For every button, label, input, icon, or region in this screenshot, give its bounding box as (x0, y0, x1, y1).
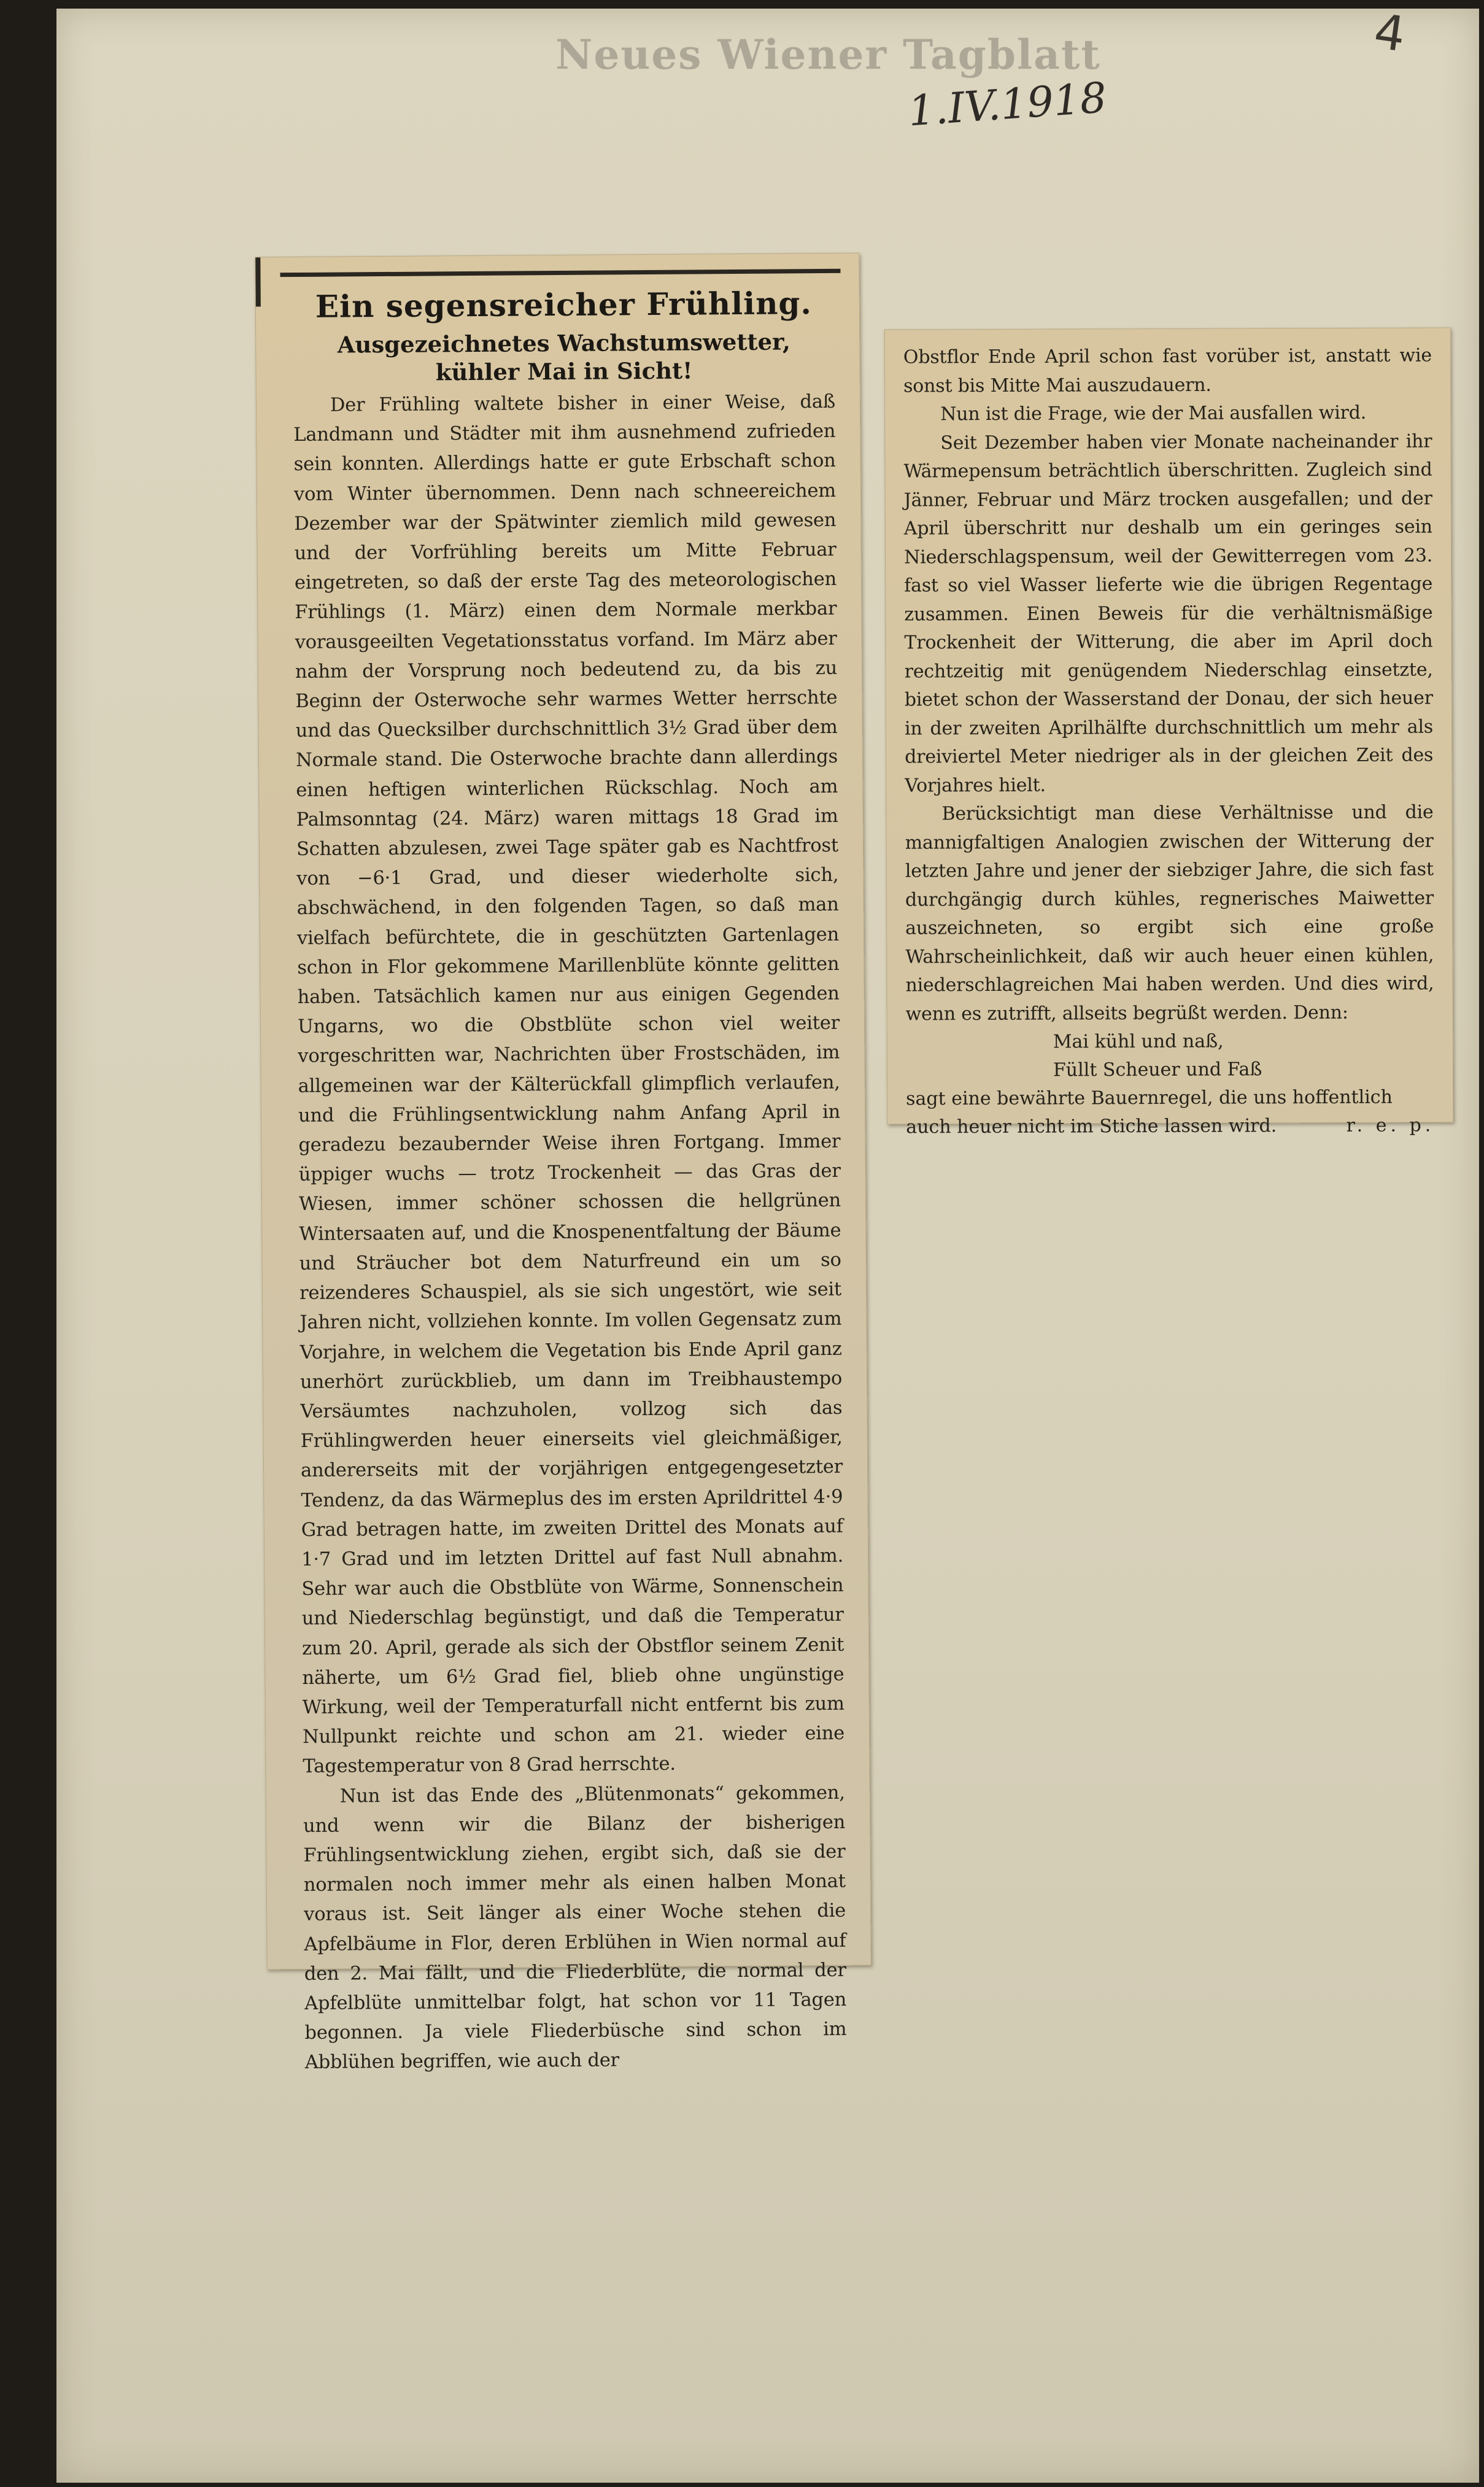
article-clipping-main (255, 253, 871, 2074)
verse-line: Mai kühl und naß, (1053, 1030, 1224, 1053)
closing-text: auch heuer nicht im Stiche lassen wird. (906, 1115, 1277, 1138)
newspaper-stamp: Neues Wiener Tagblatt (555, 31, 1101, 79)
clipping-top-rule (280, 269, 840, 277)
closing-text: sagt eine bewährte Bauernregel, die uns hoffentlich (906, 1086, 1393, 1110)
author-signature: r. e. p. (1346, 1114, 1435, 1136)
clipping-corner-mark (255, 257, 261, 306)
article-paragraph: Der Frühling waltete bisher in einer Weise, daß Landmann und Städter mit ihm ausnehmend zufrieden sein konnten. Allerdings hatte er gute Erbschaft schon vom Winter übernommen. Denn nach schneereichem Dezember war der Spätwinter ziemlich mild gewesen und der Vorfrühling bereits um Mitte Februar eingetreten, so daß der erste Tag des meteorologischen Frühlings (1. März) einen dem Normale merkbar vorausgeeilten Vegetationsstatus vorfand. Im März aber nahm der Vorsprung noch bedeutend zu, da bis zu Beginn der Osterwoche sehr warmes Wetter herrschte und das Quecksilber durchschnittlich 3½ Grad über dem Normale stand. Die Osterwoche brachte dann allerdings einen heftigen winterlichen Rückschlag. Noch am Palmsonntag (24. März) waren mittags 18 Grad im Schatten abzulesen, zwei Tage später gab es Nachtfrost von −6·1 Grad, und dieser wiederholte sich, abschwächend, in den folgenden Tagen, so daß man vielfach befürchtete, die in geschützten Gartenlagen schon in Flor gekommene Marillenblüte könnte gelitten haben. Tatsächlich kamen nur aus einigen Gegenden Ungarns, wo die Obstblüte schon viel weiter vorgeschritten war, Nachrichten über Frostschäden, im allgemeinen war der Kälterückfall glimpflich verlaufen, und die Frühlingsentwicklung nahm Anfang April in geradezu bezaubernder Weise ihren Fortgang. Immer üppiger wuchs — trotz Trockenheit — das Gras der Wiesen, immer schöner schossen die hellgrünen Wintersaaten auf, und die Knospenentfaltung der Bäume und Sträucher bot dem Naturfreund ein um so reizenderes Schauspiel, als sie sich ungestört, wie seit Jahren nicht, vollziehen konnte. Im vollen Gegensatz zum Vorjahre, in welchem die Vegetation bis Ende April ganz unerhört zurückblieb, um dann im Treibhaustempo Versäumtes nachzuholen, vollzog sich das Frühlingwerden heuer einerseits viel gleichmäßiger, andererseits mit der vorjährigen entgegengesetzter Tendenz, da das Wärmeplus des im ersten Aprildrittel 4·9 Grad betragen hatte, im zweiten Drittel des Monats auf 1·7 Grad und im letzten Drittel auf fast Null abnahm. Sehr war auch die Obstblüte von Wärme, Sonnenschein und Niederschlag begünstigt, und daß die Temperatur zum 20. April, gerade als sich der Obstflor seinem Zenit näherte, um 6½ Grad fiel, blieb ohne ungünstige Wirkung, weil der Temperaturfall nicht entfernt bis zum Nullpunkt reichte und schon am 21. wieder eine Tagestemperatur von 8 Grad herrschte. (293, 390, 845, 1778)
article-headline: Ein segensreicher Frühling. (315, 285, 813, 325)
continuation-body (903, 342, 1434, 1029)
article-clipping-continuation (884, 327, 1454, 1138)
article-paragraph: Nun ist das Ende des „Blütenmonats“ gekommen, und wenn wir die Bilanz der bisherigen Frühlingsentwicklung ziehen, ergibt sich, daß sie der normalen noch immer mehr als einen halben Monat voraus ist. Seit länger als einer Woche stehen die Apfelbäume in Flor, deren Erblühen in Wien normal auf den 2. Mai fällt, und die Fliederblüte, die normal der Apfelblüte unmittelbar folgt, hat schon vor 11 Tagen begonnen. Ja viele Fliederbüsche sind schon im Abblühen begriffen, wie auch der (303, 1782, 847, 2074)
closing-line-last (906, 1111, 1434, 1141)
verse-line: Füllt Scheuer und Faß (1053, 1058, 1262, 1081)
continuation-paragraph: Nun ist die Frage, wie der Mai ausfallen wird. (940, 402, 1367, 425)
continuation-paragraph: Obstflor Ende April schon fast vorüber ist, anstatt wie sonst bis Mitte Mai auszudauern. (903, 344, 1432, 397)
continuation-paragraph: Seit Dezember haben vier Monate nacheinander ihr Wärmepensum beträchtlich überschritten. Zugleich sind Jänner, Februar und März trocken ausgefallen; und der April überschritt nur deshalb um ein geringes sein Niederschlagspensum, weil der Gewitterregen vom 23. fast so viel Wasser lieferte wie die übrigen Regentage zusammen. Einen Beweis für die verhältnismäßige Trockenheit der Witterung, die aber im April doch rechtzeitig mit genügendem Niederschlag einsetzte, bietet schon der Wasserstand der Donau, der sich heuer in der zweiten Aprilhälfte durchschnittlich um mehr als dreiviertel Meter niedriger als in der gleichen Zeit des Vorjahres hielt. (903, 430, 1434, 797)
article-body (293, 387, 847, 2078)
continuation-paragraph: Berücksichtigt man diese Verhältnisse und die mannigfaltigen Analogien zwischen der Witterung der letzten Jahre und jener der siebziger Jahre, die sich fast durchgängig durch kühles, regnerisches Maiwetter auszeichneten, so ergibt sich eine große Wahrscheinlichkeit, daß wir auch heuer einen kühlen, niederschlagreichen Mai haben werden. Und dies wird, wenn es zutrifft, allseits begrüßt werden. Denn: (905, 801, 1434, 1025)
article-subheadline: Ausgezeichnetes Wachstumswetter, kühler Mai in Sicht! (337, 328, 790, 386)
page-number: 4 (1370, 4, 1409, 63)
handwritten-date: 1.IV.1918 (906, 74, 1108, 136)
closing-line (906, 1083, 1434, 1113)
